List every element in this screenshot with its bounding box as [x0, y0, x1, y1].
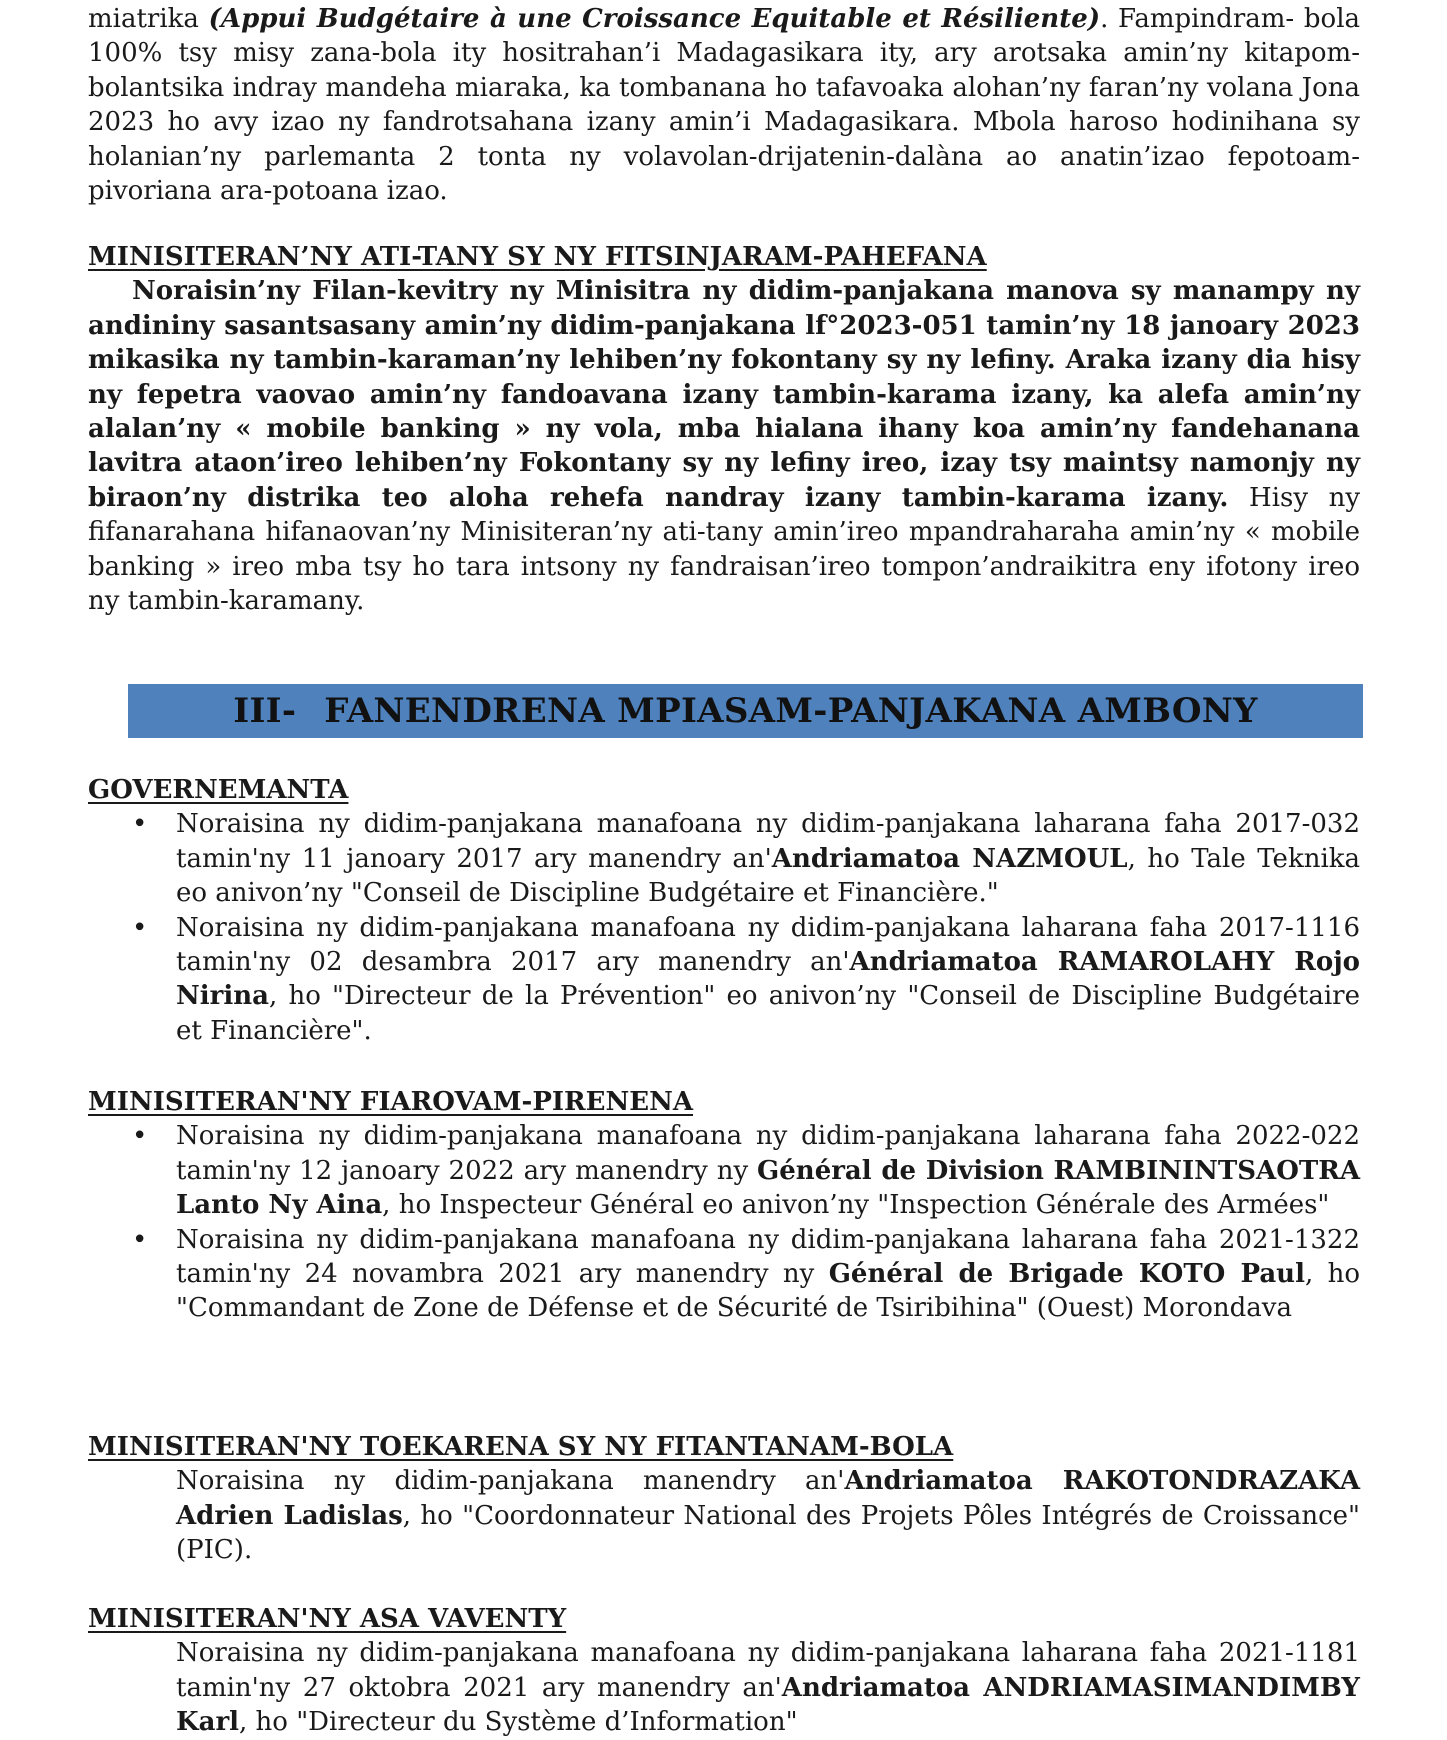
- interior-paragraph: [88, 274, 1360, 618]
- appointee-name: Andriamatoa NAZMOUL: [771, 843, 1128, 874]
- toekarena-paragraph: Noraisina ny didim-panjakana manendry an'Andriamatoa RAKOTONDRAZAKA Adrien Ladislas, ho "Coordonnateur National des Projets Pôles Intégrés de Croissance"(PIC).: [176, 1466, 1360, 1566]
- appointee-name: Andriamatoa RAKOTONDRAZAKA Adrien Ladislas: [176, 1466, 1360, 1531]
- fiarovana-heading: MINISITERAN'NY FIAROVAM-PIRENENA: [88, 1087, 694, 1117]
- intro-paragraph: [88, 2, 1360, 208]
- section-banner: [128, 684, 1363, 738]
- governemanta-heading: GOVERNEMANTA: [88, 775, 349, 805]
- governemanta-section: [88, 773, 1360, 1048]
- bullet-icon: •: [132, 1121, 148, 1152]
- list-item: • Noraisina ny didim-panjakana manafoana ny didim-panjakana laharana faha 2017-032 tamin'ny 11 janoary 2017 ary manendry an'Andriamatoa NAZMOUL, ho Tale Teknika eo anivon’ny "Conseil de Discipline Budgétaire et Financière.": [132, 809, 1361, 909]
- bullet-icon: •: [132, 809, 148, 840]
- appointee-name: Général de Division RAMBININTSAOTRA Lanto Ny Aina: [176, 1155, 1360, 1221]
- interior-bold-text: Noraisin’ny Filan-kevitry ny Minisitra ny didim-panjakana manova sy manampy ny andininy sasantsasany amin’ny didim-panjakana lf°2023-051 tamin’ny 18 janoary 2023 mikasika ny tambin-karaman’ny lehiben’ny fokontany sy ny lefiny. Araka izany dia hisy ny fepetra vaovao amin’ny fandoavana izany tambin-karama izany, ka alefa amin’ny alalan’ny « mobile banking » ny vola, mba hialana ihany koa amin’ny fandehanana lavitra ataon’ireo lehiben’ny Fokontany sy ny lefiny ireo, izay tsy maintsy namonjy ny biraon’ny distrika teo aloha rehefa nandray izany tambin-karama izany.: [88, 276, 1360, 513]
- asa-section: [88, 1602, 1360, 1740]
- interior-section: [88, 240, 1360, 618]
- toekarena-heading: MINISITERAN'NY TOEKARENA SY NY FITANTANAM-BOLA: [88, 1432, 954, 1462]
- section-number: III-: [233, 691, 297, 731]
- appointee-name: Andriamatoa ANDRIAMASIMANDIMBY Karl: [176, 1672, 1360, 1738]
- list-item: • Noraisina ny didim-panjakana manafoana ny didim-panjakana laharana faha 2022-022 tamin'ny 12 janoary 2022 ary manendry ny Général de Division RAMBININTSAOTRA Lanto Ny Aina, ho Inspecteur Général eo anivon’ny "Inspection Générale des Armées": [132, 1121, 1360, 1221]
- interior-normal-text: Hisy ny fifanarahana hifanaovan’ny Minisiteran’ny ati-tany amin’ireo mpandraharaha amin’ny « mobile banking » ireo mba tsy ho tara intsony ny fandraisan’ireo tompon’andraikitra eny ifotony ireo ny tambin-karamany.: [88, 482, 1361, 617]
- asa-heading: MINISITERAN'NY ASA VAVENTY: [88, 1604, 567, 1634]
- governemanta-list: [88, 807, 1360, 1048]
- intro-program-name: (Appui Budgétaire à une Croissance Equitable et Résiliente): [208, 4, 1101, 34]
- appointee-name: Andriamatoa RAMAROLAHY Rojo Nirina: [176, 947, 1360, 1012]
- list-item: • Noraisina ny didim-panjakana manafoana ny didim-panjakana laharana faha 2021-1322 tamin'ny 24 novambra 2021 ary manendry ny Général de Brigade KOTO Paul, ho "Commandant de Zone de Défense et de Sécurité de Tsiribihina" (Ouest) Morondava: [132, 1224, 1360, 1324]
- interior-heading: MINISITERAN’NY ATI-TANY SY NY FITSINJARAM-PAHEFANA: [88, 242, 987, 272]
- bullet-icon: •: [132, 1224, 148, 1255]
- appointee-name: Général de Brigade KOTO Paul: [828, 1259, 1305, 1290]
- fiarovana-list: [88, 1119, 1360, 1325]
- toekarena-section: [88, 1430, 1360, 1568]
- intro-rest: bola 100% tsy misy zana-bola ity hositrahan’i Madagasikara ity, ary arotsaka amin’ny kitapom-bolantsika indray mandeha miaraka, ka tombanana ho tafavoaka alohan’ny faran’ny volana Jona 2023 ho avy izao ny fandrotsahana izany amin’i Madagasikara. Mbola haroso hodinihana sy holanian’ny parlemanta 2 tonta ny volavolan-drijatenin-dalàna ao anatin’izao fepotoam-pivoriana ara-potoana izao.: [88, 4, 1361, 207]
- list-item: • Noraisina ny didim-panjakana manafoana ny didim-panjakana laharana faha 2017-1116 tamin'ny 02 desambra 2017 ary manendry an'Andriamatoa RAMAROLAHY Rojo Nirina, ho "Directeur de la Prévention" eo anivon’ny "Conseil de Discipline Budgétaire et Financière".: [132, 912, 1360, 1046]
- intro-line-start: miatrika: [88, 4, 209, 34]
- fiarovana-section: [88, 1085, 1360, 1326]
- intro-line-end: . Fampindram-: [1100, 4, 1295, 34]
- section-title: FANENDRENA MPIASAM-PANJAKANA AMBONY: [324, 691, 1258, 731]
- bullet-icon: •: [132, 912, 148, 943]
- asa-paragraph: Noraisina ny didim-panjakana manafoana ny didim-panjakana laharana faha 2021-1181 tamin'ny 27 oktobra 2021 ary manendry an'Andriamatoa ANDRIAMASIMANDIMBY Karl, ho "Directeur du Système d’Information": [176, 1638, 1360, 1738]
